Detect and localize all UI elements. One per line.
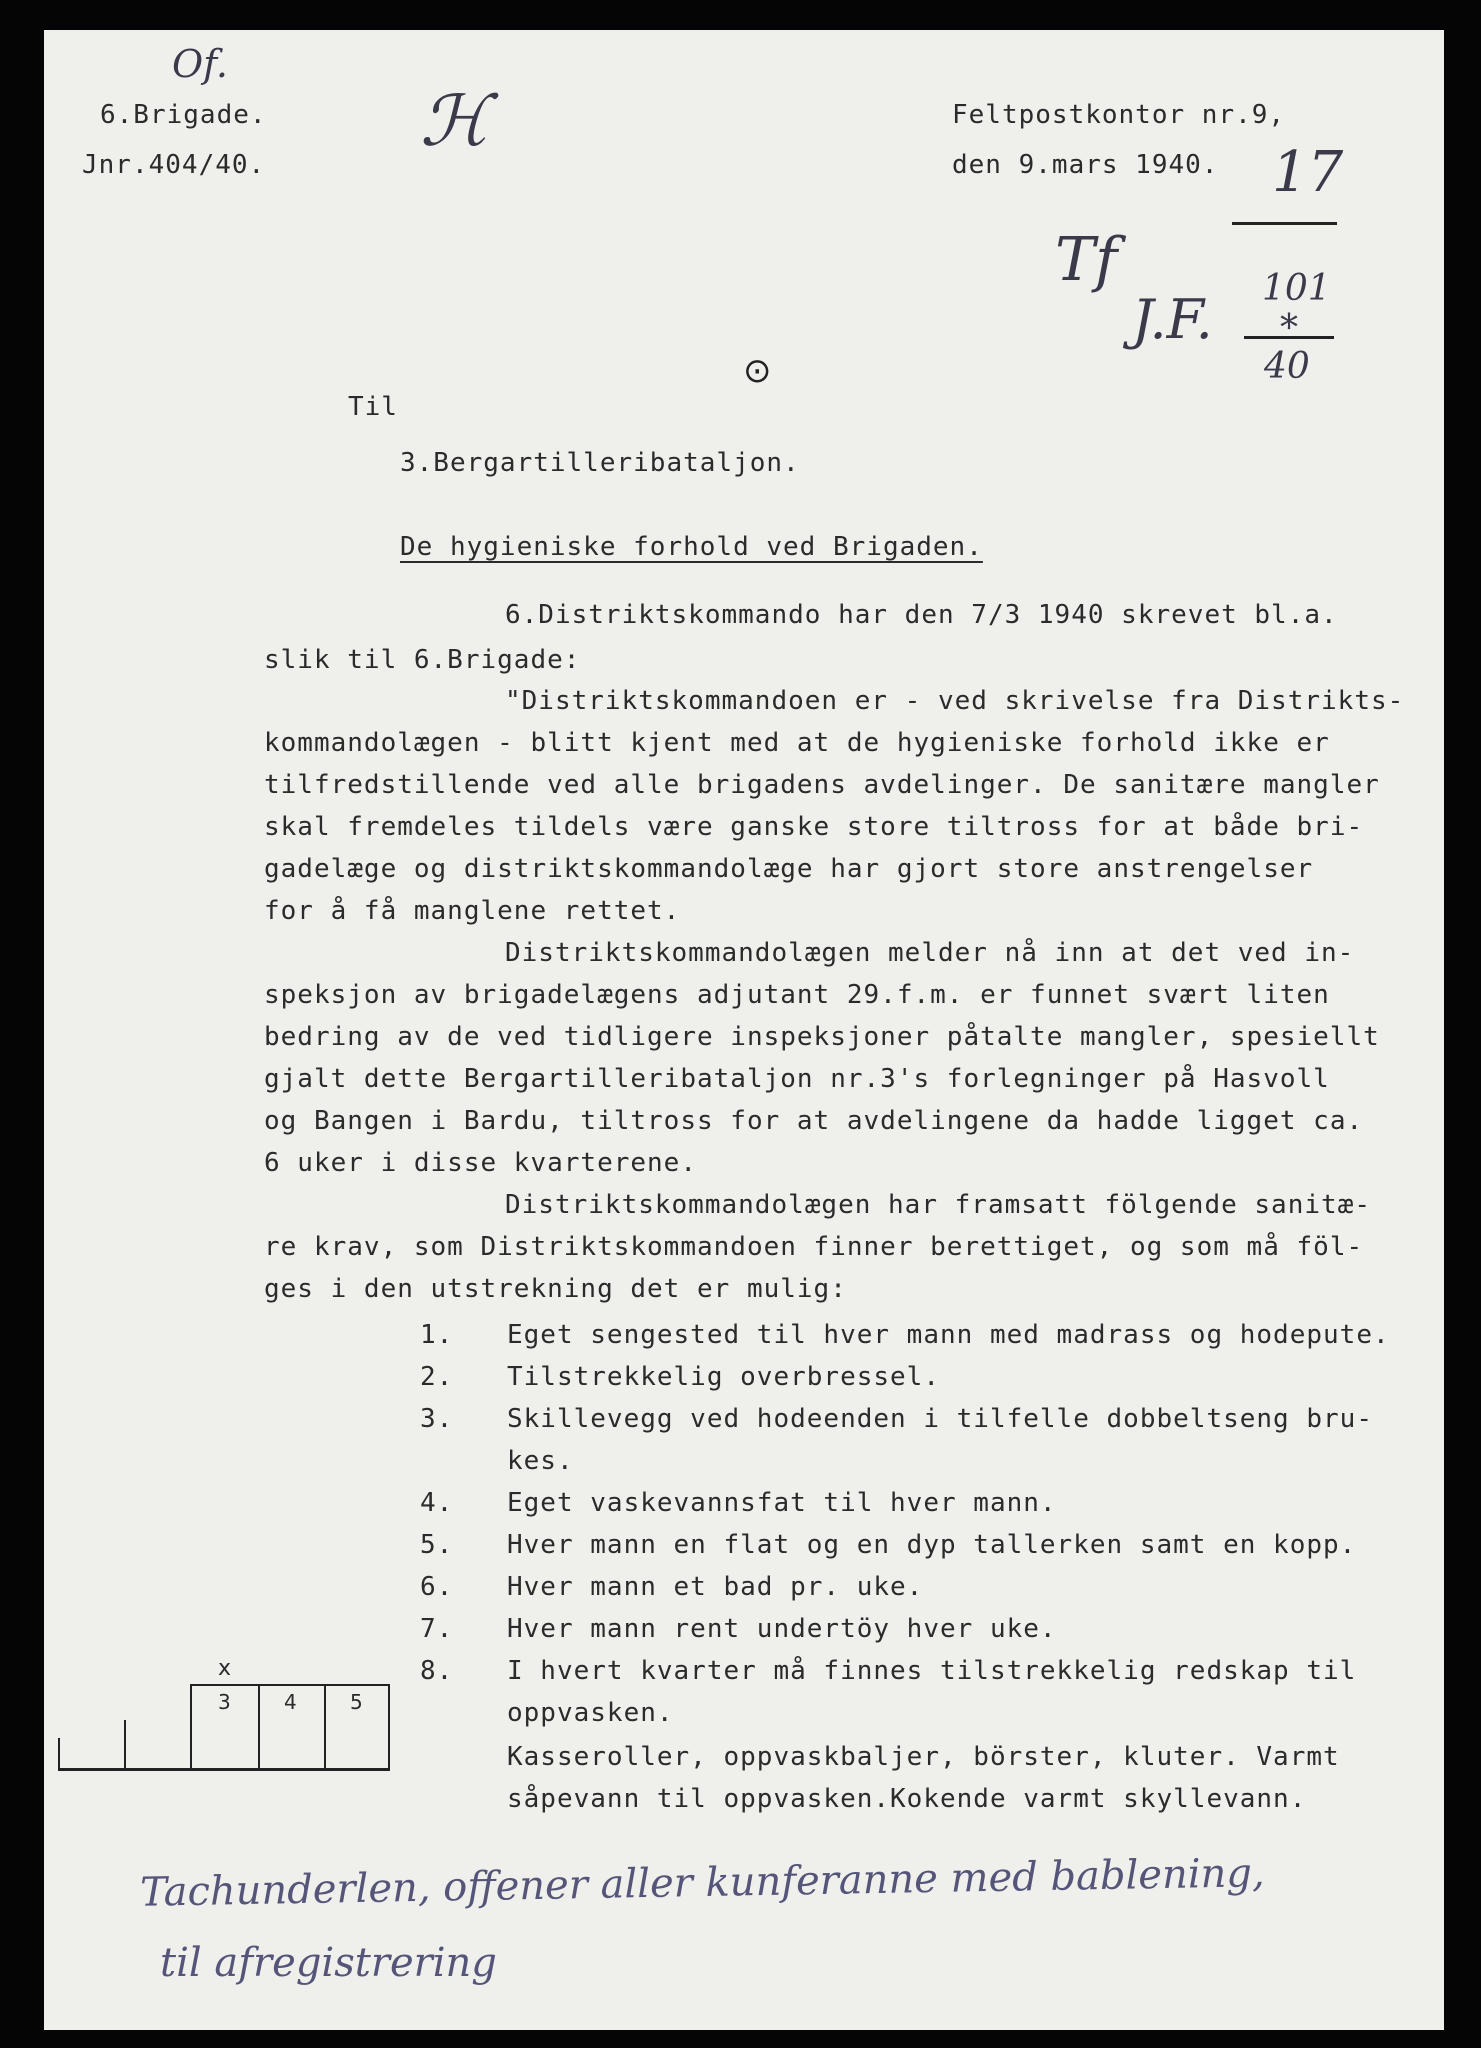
list-item-number: 2. xyxy=(420,1362,454,1392)
subject-title: De hygieniske forhold ved Brigaden. xyxy=(400,532,983,562)
brigade-label: 6.Brigade. xyxy=(100,100,267,130)
registration-box-divider xyxy=(388,1684,390,1770)
handwritten-number: 17 xyxy=(1272,140,1344,205)
registration-box-tick xyxy=(124,1720,126,1770)
body-line: kommandolægen - blitt kjent med at de hygieniske forhold ikke er xyxy=(264,728,1330,758)
recipient-unit: 3.Bergartilleribataljon. xyxy=(400,448,800,478)
registration-box-bottom-line xyxy=(58,1768,390,1771)
handwritten-note-line1: Tachunderlen, offener aller kunferanne med bablening, xyxy=(139,1850,1265,1916)
handwritten-initial: Of. xyxy=(172,42,228,86)
body-line: speksjon av brigadelægens adjutant 29.f.m. er funnet svært liten xyxy=(264,980,1330,1010)
list-item-text: Eget sengested til hver mann med madrass og hodepute. xyxy=(507,1320,1390,1350)
body-line: gjalt dette Bergartilleribataljon nr.3's forlegninger på Hasvoll xyxy=(264,1064,1330,1094)
registration-box-cell: 5 xyxy=(350,1690,363,1714)
body-line: bedring av de ved tidligere inspeksjoner påtalte mangler, spesiellt xyxy=(264,1022,1380,1052)
list-item-number: 6. xyxy=(420,1572,454,1602)
post-office-label: Feltpostkontor nr.9, xyxy=(952,100,1286,130)
body-line: re krav, som Distriktskommandoen finner berettiget, og som må föl- xyxy=(264,1232,1364,1262)
registration-box-divider xyxy=(324,1684,326,1770)
registration-box-cell: 4 xyxy=(284,1690,297,1714)
list-item-number: 1. xyxy=(420,1320,454,1350)
list-item-number: 5. xyxy=(420,1530,454,1560)
handwritten-underline xyxy=(1232,222,1337,225)
registration-box-mark: x xyxy=(218,1656,232,1681)
body-line: ges i den utstrekning det er mulig: xyxy=(264,1274,847,1304)
list-item-number: 7. xyxy=(420,1614,454,1644)
list-item-text: såpevann til oppvasken.Kokende varmt skyllevann. xyxy=(507,1784,1307,1814)
list-item-number: 8. xyxy=(420,1656,454,1686)
registration-stamp-mark: ⊙ xyxy=(743,351,772,391)
registration-box-top-line xyxy=(190,1684,390,1686)
recipient-to: Til xyxy=(348,392,398,422)
list-item-number: 3. xyxy=(420,1404,454,1434)
list-item-text: Hver mann rent undertöy hver uke. xyxy=(507,1614,1057,1644)
list-item-text: Tilstrekkelig overbressel. xyxy=(507,1362,940,1392)
registration-box-divider xyxy=(190,1684,192,1770)
handwritten-signature-mark: Tf xyxy=(1055,225,1118,295)
handwritten-reference-mid: * xyxy=(1280,308,1298,349)
body-line: for å få manglene rettet. xyxy=(264,896,681,926)
handwritten-reference-prefix: J.F. xyxy=(1132,288,1213,351)
body-line: "Distriktskommandoen er - ved skrivelse fra Distrikts- xyxy=(505,686,1405,716)
body-line: tilfredstillende ved alle brigadens avdelinger. De sanitære mangler xyxy=(264,770,1380,800)
registration-box-tick xyxy=(58,1738,60,1770)
body-line: gadelæge og distriktskommandolæge har gjort store anstrengelser xyxy=(264,854,1314,884)
handwritten-reference-top: 101 xyxy=(1262,268,1331,309)
list-item-text: oppvasken. xyxy=(507,1698,674,1728)
body-line: slik til 6.Brigade: xyxy=(264,645,581,675)
list-item-text: Kasseroller, oppvaskbaljer, börster, kluter. Varmt xyxy=(507,1742,1340,1772)
list-item-text: kes. xyxy=(507,1446,574,1476)
list-item-text: Hver mann en flat og en dyp tallerken samt en kopp. xyxy=(507,1530,1357,1560)
body-line: 6.Distriktskommando har den 7/3 1940 skrevet bl.a. xyxy=(505,600,1338,630)
body-line: Distriktskommandolægen melder nå inn at det ved in- xyxy=(505,938,1355,968)
list-item-text: Skillevegg ved hodeenden i tilfelle dobbeltseng bru- xyxy=(507,1404,1373,1434)
list-item-text: Eget vaskevannsfat til hver mann. xyxy=(507,1488,1057,1518)
registration-box-cell: 3 xyxy=(218,1690,231,1714)
body-line: og Bangen i Bardu, tiltross for at avdelingene da hadde ligget ca. xyxy=(264,1106,1364,1136)
body-line: skal fremdeles tildels være ganske store tiltross for at både bri- xyxy=(264,812,1364,842)
handwritten-mark: ℋ xyxy=(420,80,490,162)
document-date: den 9.mars 1940. xyxy=(952,150,1219,180)
list-item-text: I hvert kvarter må finnes tilstrekkelig redskap til xyxy=(507,1656,1357,1686)
body-line: Distriktskommandolægen har framsatt fölgende sanitæ- xyxy=(505,1190,1371,1220)
handwritten-note-line2: til afregistrering xyxy=(160,1940,497,1986)
body-line: 6 uker i disse kvarterene. xyxy=(264,1148,697,1178)
registration-box-divider xyxy=(258,1684,260,1770)
handwritten-reference-bottom: 40 xyxy=(1264,346,1310,387)
list-item-text: Hver mann et bad pr. uke. xyxy=(507,1572,924,1602)
list-item-number: 4. xyxy=(420,1488,454,1518)
journal-number: Jnr.404/40. xyxy=(82,150,266,180)
